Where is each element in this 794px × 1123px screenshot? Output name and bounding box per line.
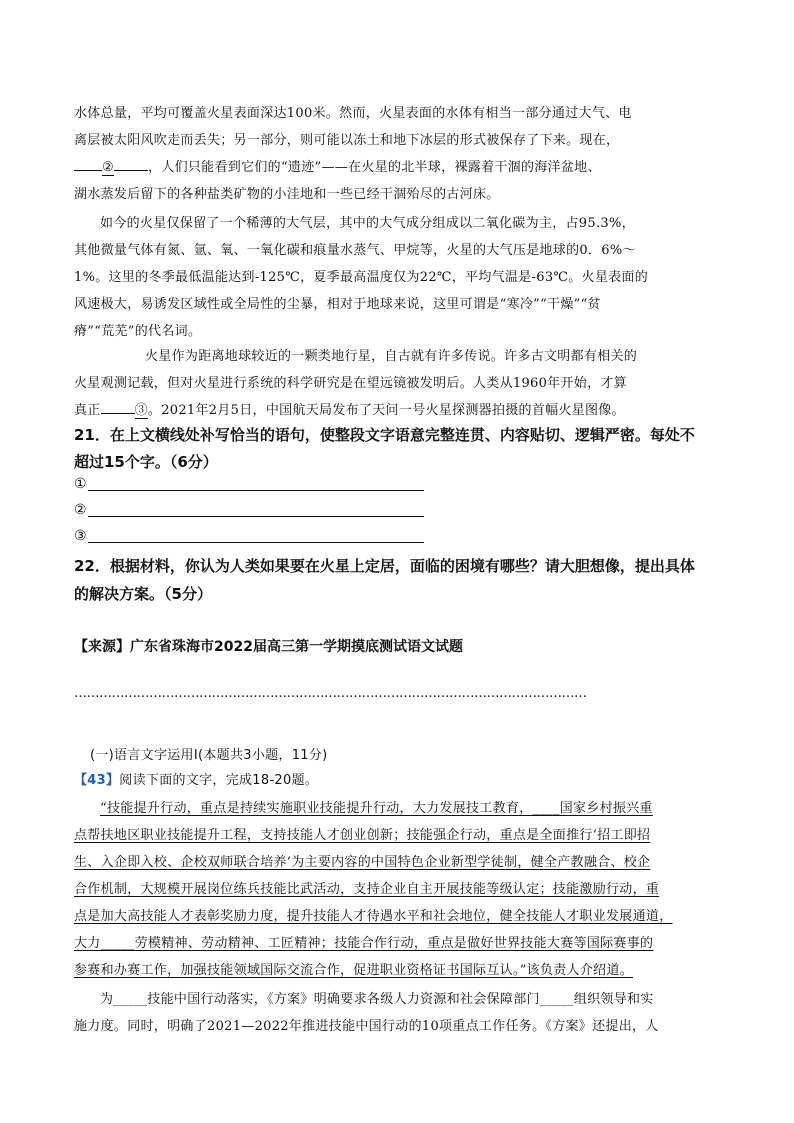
- answer-rule: [88, 542, 424, 543]
- passage-text: 真正: [74, 403, 101, 418]
- answer-number: ③: [74, 528, 87, 544]
- answer-line-1[interactable]: [74, 476, 87, 492]
- answer-rule: [88, 490, 424, 491]
- passage-line: 点帮扶地区职业技能提升工程，支持技能人才创业创新；技能强企行动，重点是全面推行‘招工即招: [74, 828, 651, 843]
- passage-line: 参赛和办赛工作，加强技能领域国际交流合作，促进职业资格证书国际互认。”该负责人介绍道。: [74, 963, 634, 978]
- section-heading: (一)语言文字运用Ⅰ(本题共3小题，11分): [90, 748, 328, 763]
- question-intro: [74, 769, 318, 788]
- question-21-cont: 超过15个字。（6分）: [74, 453, 218, 471]
- passage-line: 生、入企即入校、企校双师联合培养’为主要内容的中国特色企业新型学徒制，健全产教融合、校企: [74, 855, 651, 870]
- dotted-divider: ……………………………………………………………………………………………………………: [74, 686, 587, 701]
- answer-number: ②: [74, 502, 87, 518]
- passage-line-blank-2: [74, 156, 601, 175]
- question-tag: 【43】: [74, 773, 120, 788]
- passage-line: 水体总量，平均可覆盖火星表面深达100米。然而，火星表面的水体有相当一部分通过大气、电: [74, 106, 632, 121]
- passage-text: 。2021年2月5日，中国航天局发布了天问一号火星探测器拍摄的首幅火星图像。: [147, 403, 625, 418]
- source-text: 广东省珠海市2022届高三第一学期摸底测试语文试题: [130, 639, 463, 655]
- source-bracket: 【来源】: [74, 639, 130, 655]
- passage-line: 风速极大，易诱发区域性或全局性的尘暴，相对于地球来说，这里可谓是“寒冷”“干燥”“贫: [74, 297, 601, 312]
- blank-number: ③: [134, 403, 148, 418]
- blank-number: ②: [102, 160, 114, 175]
- passage-line: 点是加大高技能人才表彰奖励力度，提升技能人才待遇水平和社会地位，健全技能人才职业发展通道，: [74, 909, 673, 924]
- answer-line-3[interactable]: [74, 528, 87, 544]
- passage-line: 离层被太阳风吹走而丢失；另一部分，则可能以冻土和地下冰层的形式被保存了下来。现在，: [74, 133, 620, 148]
- passage-line: 合作机制，大规模开展岗位练兵技能比武活动，支持企业自主开展技能等级认定；技能激励行动，重: [74, 882, 660, 897]
- source-line: [74, 636, 463, 656]
- question-22: 22．根据材料，你认为人类如果要在火星上定居，面临的困境有哪些？请大胆想像，提出具体: [74, 557, 695, 575]
- answer-blank: [114, 157, 148, 171]
- answer-number: ①: [74, 476, 87, 492]
- passage-line-blank-3: [74, 399, 625, 418]
- passage-line: 其他微量气体有氮、氩、氧、一氧化碳和痕量水蒸气、甲烷等，火星的大气压是地球的0．6%～: [74, 243, 636, 258]
- passage-line: 1%。这里的冬季最低温能达到-125℃，夏季最高温度仅为22℃，平均气温是-63℃。火星表面的: [74, 270, 649, 285]
- passage-line: 大力_____劳模精神、劳动精神、工匠精神；技能合作行动，重点是做好世界技能大赛等国际赛事的: [74, 936, 654, 951]
- passage-line: 火星作为距离地球较近的一颗类地行星，自古就有许多传说。许多古文明都有相关的: [145, 349, 638, 364]
- passage-line: 施力度。同时，明确了2021—2022年推进技能中国行动的10项重点工作任务。《方案》还提出，人: [74, 1019, 659, 1034]
- answer-line-2[interactable]: [74, 502, 87, 518]
- instruction-text: 阅读下面的文字，完成18-20题。: [119, 773, 319, 788]
- passage-line: 瘠”“荒芜”的代名词。: [74, 324, 202, 339]
- question-21: 21．在上文横线处补写恰当的语句，使整段文字语意完整连贯、内容贴切、逻辑严密。每处不: [74, 426, 695, 444]
- passage-line: 湖水蒸发后留下的各种盐类矿物的小洼地和一些已经干涸殆尽的古河床。: [74, 187, 500, 202]
- answer-blank: [74, 157, 102, 171]
- passage-text: ，人们只能看到它们的“遗迹”——在火星的北半球，裸露着干涸的海洋盆地、: [147, 160, 601, 175]
- passage-line: 如今的火星仅保留了一个稀薄的大气层，其中的大气成分组成以二氧化碳为主，占95.3%，: [100, 216, 635, 231]
- passage-line: 火星观测记载，但对火星进行系统的科学研究是在望远镜被发明后。人类从1960年开始，才算: [74, 376, 627, 391]
- answer-rule: [88, 516, 424, 517]
- passage-line: “技能提升行动，重点是持续实施职业技能提升行动，大力发展技工教育，____国家乡村振兴重: [100, 801, 653, 816]
- answer-blank: [101, 400, 135, 414]
- question-22-cont: 的解决方案。（5分）: [74, 585, 212, 603]
- passage-line: 为_____技能中国行动落实，《方案》明确要求各级人力资源和社会保障部门_____组织领导和实: [100, 992, 654, 1007]
